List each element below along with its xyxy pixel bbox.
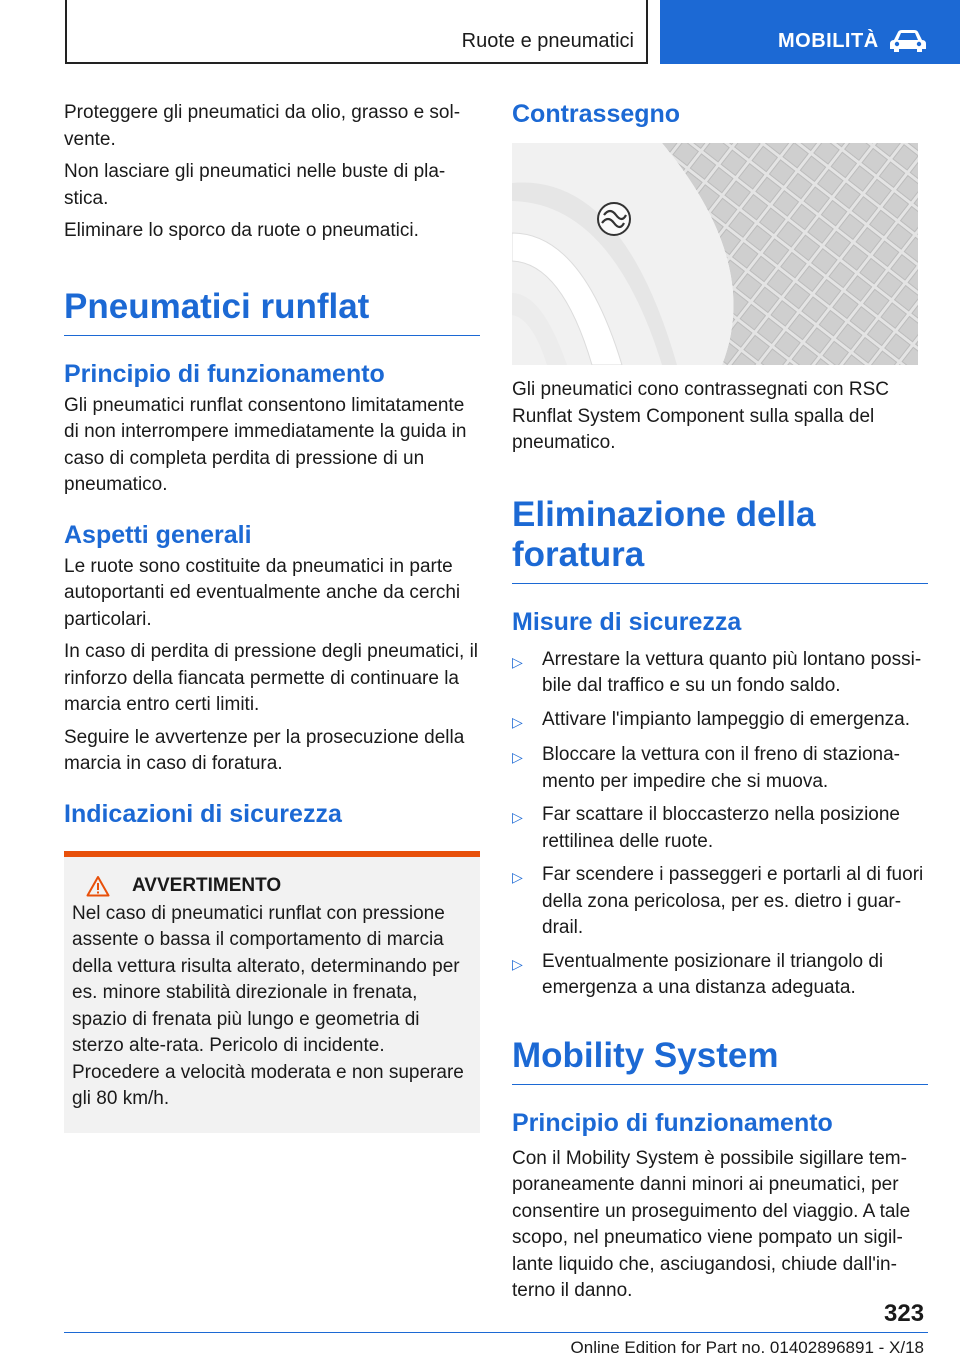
heading-general: Aspetti generali [64, 520, 252, 549]
mobility-text: Con il Mobility System è possibile sigillare tem-poraneamente danni minori ai pneumatici, per consentire un proseguimento del viaggio. A tale scopo, nel pneumatico viene pompato un sigil-lante liquido che, asciugandosi, chiude dall'in-terno il danno. [512, 1147, 911, 1301]
header-section-box [65, 0, 648, 64]
list-item: ▷ Far scendere i passeggeri e portarli al di fuori della zona pericolosa, per es. dietro i guar-drail. [512, 862, 928, 942]
bullet-triangle-icon: ▷ [512, 809, 523, 825]
page-number: 323 [884, 1300, 925, 1327]
principle-text: Gli pneumatici runflat consentono limitatamente di non interrompere immediatamente la guida in caso di completa perdita di pressione di un pneumatico. [64, 394, 467, 495]
intro-paragraph-3: Eliminare lo sporco da ruote o pneumatici. [64, 220, 419, 241]
intro-paragraph-2: Non lasciare gli pneumatici nelle buste di pla-stica. [64, 161, 446, 209]
general-paragraph-2: In caso di perdita di pressione degli pneumatici, il rinforzo della fiancata permette di continuare la marcia entro certi limiti. [64, 641, 479, 715]
heading-puncture: Eliminazione della foratura [512, 495, 928, 584]
chapter-tab[interactable] [660, 0, 960, 64]
list-item: ▷ Eventualmente posizionare il triangolo di emergenza a una distanza adeguata. [512, 949, 928, 1002]
bullet-triangle-icon: ▷ [512, 749, 523, 765]
heading-mobility-principle: Principio di funzionamento [512, 1108, 833, 1137]
runflat-tire-illustration [512, 143, 918, 365]
heading-measures: Misure di sicurezza [512, 607, 742, 636]
warning-text: Nel caso di pneumatici runflat con pressione assente o bassa il comportamento di marcia della vettura risulta alterato, determinando per es. minore stabilità direzionale in frenata, spazio di frenata più lungo e geometria di sterzo alte-rata. Pericolo di incidente. Procedere a velocità moderata e non superare gli 80 km/h. [72, 902, 464, 1109]
chapter-tab-label: MOBILITÀ [778, 30, 879, 52]
heading-mobility: Mobility System [512, 1036, 928, 1085]
warning-triangle-icon [86, 875, 110, 897]
car-icon [888, 28, 928, 54]
list-item: ▷ Far scattare il bloccasterzo nella posizione rettilinea delle ruote. [512, 802, 928, 855]
bullet-triangle-icon: ▷ [512, 869, 523, 885]
general-paragraph-1: Le ruote sono costituite da pneumatici in parte autoportanti ed eventualmente anche da cerchi particolari. [64, 555, 461, 630]
section-title: Ruote e pneumatici [461, 30, 634, 52]
bullet-triangle-icon: ▷ [512, 653, 523, 670]
footer-divider [64, 1332, 928, 1333]
warning-box [64, 851, 480, 1133]
list-item: ▷ Bloccare la vettura con il freno di staziona-mento per impedire che si muova. [512, 742, 928, 795]
list-item: ▷ Arrestare la vettura quanto più lontano possi-bile dal traffico e su un fondo saldo. [512, 647, 928, 700]
intro-paragraph-1: Proteggere gli pneumatici da olio, grasso e sol-vente. [64, 102, 461, 150]
warning-header [72, 875, 472, 897]
heading-principle: Principio di funzionamento [64, 359, 385, 388]
heading-marking: Contrassegno [512, 100, 681, 128]
marking-text: Gli pneumatici cono contrassegnati con RSC Runflat System Component sulla spalla del pneumatico. [512, 379, 890, 453]
heading-runflat: Pneumatici runflat [64, 287, 480, 336]
general-paragraph-3: Seguire le avvertenze per la prosecuzione della marcia in caso di foratura. [64, 726, 465, 774]
safety-measures-list [512, 647, 928, 1002]
list-item: ▷ Attivare l'impianto lampeggio di emergenza. [512, 707, 928, 736]
warning-label: AVVERTIMENTO [132, 874, 282, 896]
bullet-triangle-icon: ▷ [512, 713, 523, 730]
footer-edition-text: Online Edition for Part no. 01402896891 - X/18 [570, 1338, 924, 1357]
bullet-triangle-icon: ▷ [512, 955, 523, 972]
heading-safety: Indicazioni di sicurezza [64, 799, 342, 828]
left-column [64, 100, 480, 1133]
right-column [512, 100, 928, 1311]
